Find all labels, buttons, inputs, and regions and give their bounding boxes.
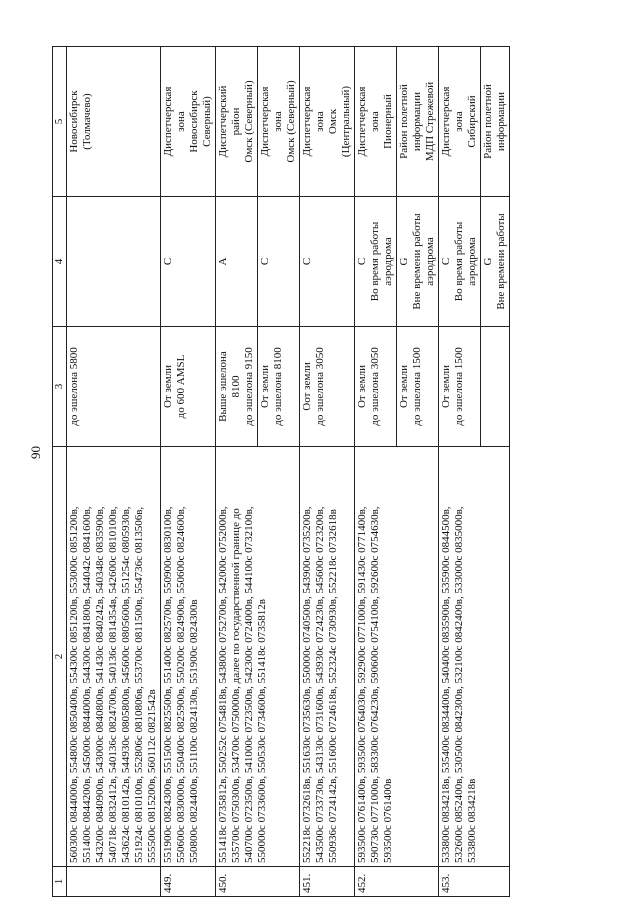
altitude-line: От земли: [162, 364, 174, 409]
class-line: аэродрома: [424, 237, 436, 286]
atc-unit-line: информации: [411, 91, 423, 152]
altitude-line: до эшелона 9150: [243, 347, 255, 426]
coordinates-line: 532600с 0852400в, 530500с 0842300в, 532100с 0842400в, 533000с 0835000в,: [453, 506, 465, 863]
altitude-limits-cell: [300, 327, 355, 447]
altitude-line: Выше эшелона: [217, 351, 229, 422]
atc-unit-line: зона: [314, 111, 326, 132]
airspace-class-cell: [161, 197, 216, 327]
atc-unit-line: информации: [495, 91, 507, 152]
atc-unit-line: Район полетной: [482, 84, 494, 159]
atc-unit-line: зона: [175, 111, 187, 132]
coordinates-line: 543500с 0733730в, 543130с 0731600в, 543930с 0724230в, 545600с 0723200в,: [314, 506, 326, 863]
altitude-line: От земли: [398, 364, 410, 409]
atc-unit-cell: [216, 47, 258, 197]
atc-unit-line: Омск: [327, 108, 339, 135]
altitude-line: 8100: [230, 375, 242, 398]
atc-unit-line: зона: [453, 111, 465, 132]
header-cell: 2: [53, 447, 67, 867]
altitude-limits-cell: [258, 327, 300, 447]
coordinates-line: 535700с 0750300в, 534700с 0750000в, далее по государственной границе до: [230, 508, 242, 863]
coordinates-line: 551900с 0824300в, 551500с 0825500в, 551400с 0825700в, 550900с 0830100в,: [162, 506, 174, 863]
altitude-line: до эшелона 1500: [411, 347, 423, 426]
class-line: Вне времени работы: [495, 213, 507, 310]
altitude-limits-cell: [481, 327, 510, 447]
row-number-cell: 449.: [161, 867, 216, 897]
altitude-line: до эшелона 5800: [68, 347, 80, 426]
atc-unit-line: (Толмачево): [81, 93, 93, 150]
coordinates-line: 543624с 0810142в, 544930с 0805800в, 545600с 0805600в, 551254с 0805930в,: [120, 506, 132, 863]
coordinates-line: 590730с 0771000в, 583300с 0764230в, 590600с 0754100в, 592600с 0754630в,: [369, 506, 381, 863]
header-cell: 3: [53, 327, 67, 447]
altitude-limits-cell: [355, 327, 397, 447]
class-line: С: [162, 257, 174, 266]
coordinates-line: 550936с 0724142в, 551600с 0724618в, 552324с 0730930в, 552218с 0732618в: [327, 509, 339, 863]
atc-unit-line: Диспетчерская: [301, 86, 313, 157]
coordinates-line: 593500с 0761400в, 593500с 0764030в, 592900с 0771000в, 591430с 0771400в,: [356, 506, 368, 863]
atc-unit-line: Омск (Северный): [243, 80, 255, 163]
class-line: Во время работы: [453, 221, 465, 302]
atc-unit-cell: [161, 47, 216, 197]
altitude-line: От земли: [440, 364, 452, 409]
coordinates-line: 550600с 0830000в, 550400с 0825900в, 550200с 0824900в, 550600с 0824600в,: [175, 506, 187, 863]
atc-unit-line: зона: [272, 111, 284, 132]
class-line: Во время работы: [369, 221, 381, 302]
coordinates-line: 551400с 0844200в, 545000с 0844000в, 544300с 0841800в, 544042с 0841600в,: [81, 506, 93, 863]
coordinates-line: 543200с 0840900в, 543000с 0840800в, 541430с 0840242в, 540348с 0835900в,: [94, 506, 106, 863]
class-line: А: [217, 257, 229, 266]
coordinates-line: 533800с 0834218в: [466, 778, 478, 863]
table-row: [216, 47, 258, 897]
atc-unit-line: район: [230, 107, 242, 136]
coordinates-cell: [300, 447, 355, 867]
altitude-line: От земли: [356, 364, 368, 409]
altitude-limits-cell: [439, 327, 481, 447]
atc-unit-line: Сибирский: [466, 95, 478, 148]
row-number-cell: 453.: [439, 867, 510, 897]
airspace-class-cell: [216, 197, 258, 327]
header-cell: 1: [53, 867, 67, 897]
coordinates-cell: [216, 447, 300, 867]
row-number-cell: 451.: [300, 867, 355, 897]
altitude-line: От земли: [259, 364, 271, 409]
atc-unit-line: Диспетчерский: [217, 85, 229, 158]
atc-unit-cell: [67, 47, 161, 197]
class-line: С: [301, 257, 313, 266]
airspace-class-cell: [439, 197, 481, 327]
atc-unit-line: Новосибирск: [188, 90, 200, 153]
class-line: G: [398, 257, 410, 266]
atc-unit-line: Диспетчерская: [259, 86, 271, 157]
class-line: аэродрома: [382, 237, 394, 286]
row-number-cell: 452.: [355, 867, 439, 897]
airspace-class-cell: [355, 197, 397, 327]
airspace-class-cell: [397, 197, 439, 327]
coordinates-line: 551924с 0810100в, 552806с 0810806в, 553700с 0811500в, 554736с 0813506в,: [133, 506, 145, 863]
table-row: [67, 47, 161, 897]
atc-unit-line: зона: [369, 111, 381, 132]
header-cell: 4: [53, 197, 67, 327]
coordinates-line: 540718с 0832412в, 540136с 0824700в, 540136с 0814354в, 542600с 0810100в,: [107, 506, 119, 863]
coordinates-cell: [355, 447, 439, 867]
altitude-limits-cell: [216, 327, 258, 447]
atc-unit-cell: [481, 47, 510, 197]
coordinates-line: 550000с 0733600в, 550530с 0734600в, 551418с 0735812в: [256, 599, 268, 863]
coordinates-line: 550800с 0824400в, 551100с 0824130в, 551900с 0824300в: [188, 599, 200, 863]
table-row: [161, 47, 216, 897]
altitude-line: до эшелона 1500: [453, 347, 465, 426]
altitude-line: до эшелона 3050: [369, 347, 381, 426]
atc-unit-cell: [439, 47, 481, 197]
coordinates-line: 560300с 0844000в, 554800с 0850400в, 554300с 0851200в, 553000с 0851200в,: [68, 506, 80, 863]
airspace-class-cell: [300, 197, 355, 327]
atc-unit-line: Пионерный: [382, 94, 394, 149]
atc-unit-line: Район полетной: [398, 84, 410, 159]
coordinates-line: 551418с 0735812в, 550252с 0754818в, 543800с 0752700в, 542000с 0752000в,: [217, 506, 229, 863]
class-line: С: [259, 257, 271, 266]
airspace-table: [52, 46, 510, 897]
coordinates-line: 593500с 0761400в: [382, 778, 394, 863]
coordinates-line: 533800с 0834218в, 535400с 0834400в, 540400с 0835900в, 535900с 0844500в,: [440, 506, 452, 863]
table-row: [300, 47, 355, 897]
coordinates-cell: [67, 447, 161, 867]
atc-unit-cell: [397, 47, 439, 197]
atc-unit-line: Северный): [201, 96, 213, 147]
coordinates-line: 552218с 0732618в, 551630с 0735630в, 550000с 0740500в, 543900с 0735200в,: [301, 506, 313, 863]
altitude-limits-cell: [161, 327, 216, 447]
table-header-row: [53, 47, 67, 897]
class-line: G: [482, 257, 494, 266]
atc-unit-cell: [258, 47, 300, 197]
atc-unit-line: Омск (Северный): [285, 80, 297, 163]
altitude-line: до эшелона 3050: [314, 347, 326, 426]
atc-unit-line: Диспетчерская: [162, 86, 174, 157]
class-line: С: [440, 257, 452, 266]
atc-unit-cell: [300, 47, 355, 197]
atc-unit-line: МДП Стрежевой: [424, 81, 436, 162]
coordinates-cell: [439, 447, 510, 867]
atc-unit-line: Новосибирск: [68, 90, 80, 153]
coordinates-line: 555500с 0815200в, 560112с 0821542в: [146, 689, 158, 863]
altitude-limits-cell: [397, 327, 439, 447]
header-cell: 5: [53, 47, 67, 197]
atc-unit-line: Диспетчерская: [356, 86, 368, 157]
row-number-cell: [67, 867, 161, 897]
coordinates-line: 540700с 0723500в, 541000с 0723500в, 542300с 0724000в, 544100с 0732100в,: [243, 506, 255, 863]
airspace-class-cell: [481, 197, 510, 327]
coordinates-cell: [161, 447, 216, 867]
table-row: [439, 47, 481, 897]
airspace-class-cell: [258, 197, 300, 327]
atc-unit-line: Диспетчерская: [440, 86, 452, 157]
atc-unit-line: (Центральный): [340, 85, 352, 158]
table-row: [355, 47, 397, 897]
altitude-line: до эшелона 8100: [272, 347, 284, 426]
airspace-class-cell: [67, 197, 161, 327]
class-line: С: [356, 257, 368, 266]
class-line: Вне времени работы: [411, 213, 423, 310]
altitude-limits-cell: [67, 327, 161, 447]
altitude-line: до 600 AMSL: [175, 354, 187, 419]
altitude-line: Оот земли: [301, 362, 313, 411]
class-line: аэродрома: [466, 237, 478, 286]
atc-unit-cell: [355, 47, 397, 197]
row-number-cell: 450.: [216, 867, 300, 897]
page-number: 90: [28, 446, 43, 459]
